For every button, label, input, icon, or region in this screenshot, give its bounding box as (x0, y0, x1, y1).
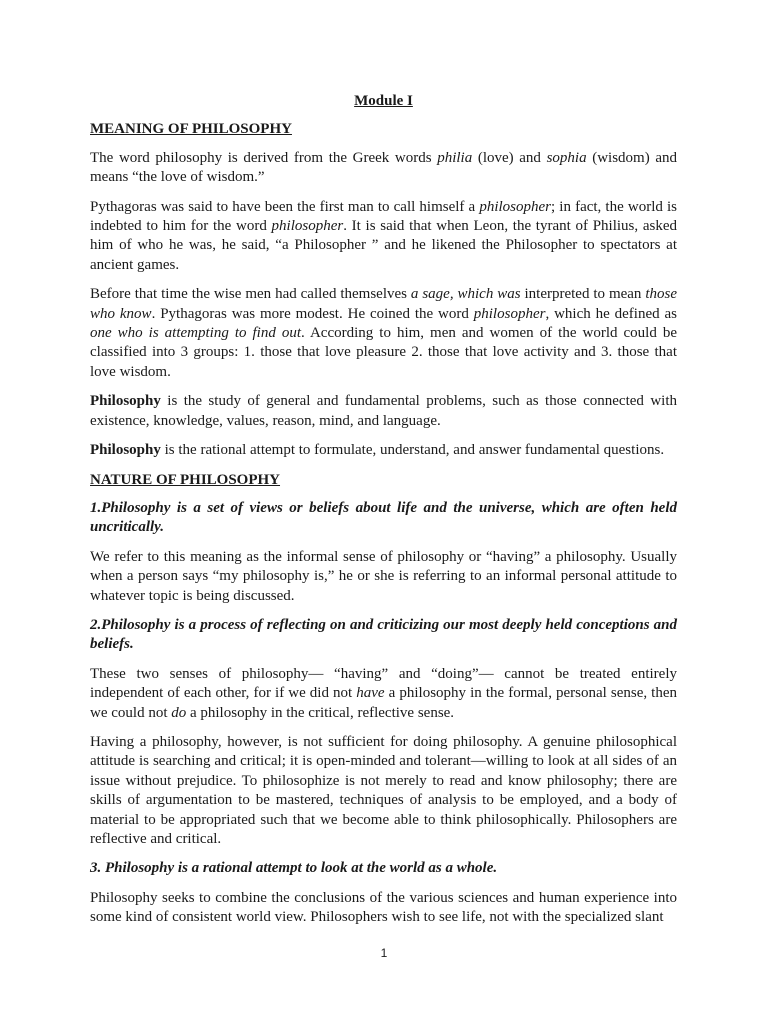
paragraph (90, 665, 677, 723)
text-run: (love) and (472, 149, 547, 166)
subheading: 3. Philosophy is a rational attempt to look at the world as a whole. (90, 860, 498, 877)
text-run: These two senses of philosophy— “having” and “doing”— cannot be treated entirely independent of each other, for if we did not (90, 665, 677, 702)
text-run: a philosophy in the formal, personal sense, then we could not (90, 685, 678, 721)
italic-term: philosopher (479, 198, 551, 215)
italic-term: philosopher (271, 218, 344, 235)
text-run: is the rational attempt to formulate, understand, and answer fundamental questions. (160, 442, 665, 459)
definition-paragraph (90, 392, 677, 431)
italic-term: sophia (546, 149, 587, 166)
text-run: interpreted to mean (520, 286, 646, 303)
bold-term: Philosophy (90, 442, 161, 459)
italic-term: philosopher (473, 305, 546, 322)
text-run: a philosophy in the critical, reflective sense. (186, 704, 455, 721)
definition-paragraph (90, 441, 677, 460)
text-run: . Pythagoras was more modest. He coined the word (151, 305, 474, 322)
paragraph (90, 548, 677, 606)
nature-heading: NATURE OF PHILOSOPHY (90, 471, 281, 488)
paragraph (90, 889, 677, 928)
italic-term: do (171, 704, 187, 721)
italic-term: one who is attempting to find out (90, 325, 302, 342)
text-run: , which he defined as (545, 305, 678, 322)
text-run: The word philosophy is derived from the Greek words (90, 149, 438, 166)
italic-term: have (356, 685, 385, 702)
subheading: 1.Philosophy is a set of views or beliefs about life and the universe, which are often held uncritically. (90, 499, 677, 536)
text-run: (wisdom) and means “the love of wisdom.” (90, 149, 677, 186)
text-run: . It is said that when Leon, the tyrant of Philius, asked him of who he was, he said, “a Philosopher ” and he likened the Philosopher to spectators at ancient games. (90, 218, 677, 273)
paragraph (90, 733, 677, 849)
text-run: Philosophy seeks to combine the conclusions of the various sciences and human experience into some kind of consistent world view. Philosophers wish to see life, not with the specialized slant (90, 889, 677, 926)
paragraph (90, 285, 677, 382)
text-run: Before that time the wise men had called themselves (90, 286, 411, 303)
italic-term: those who know (90, 286, 678, 322)
text-run: We refer to this meaning as the informal sense of philosophy or “having” a philosophy. Usually when a person says “my philosophy is,” he or she is referring to an informal personal attitude to whatever topic is being discussed. (90, 548, 677, 604)
module-title: Module I (354, 93, 413, 109)
subheading: 2.Philosophy is a process of reflecting on and criticizing our most deeply held conceptions and beliefs. (90, 616, 677, 653)
text-run: Pythagoras was said to have been the first man to call himself a (90, 198, 480, 215)
paragraph (90, 149, 677, 188)
italic-term: a sage, which was (410, 286, 521, 303)
paragraph (90, 198, 677, 276)
text-run: ; in fact, the world is indebted to him for the word (90, 198, 678, 235)
text-run: Having a philosophy, however, is not sufficient for doing philosophy. A genuine philosophical attitude is searching and critical; it is open-minded and tolerant—willing to look at all sides of an issue without prejudice. To philosophize is not merely to read and know philosophy; there are skills of argumentation to be mastered, techniques of analysis to be employed, and a body of material to be appropriated such that we become able to think philosophically. Philosophers are reflective and critical. (90, 733, 677, 847)
italic-term: philia (437, 149, 473, 166)
bold-term: Philosophy (90, 393, 161, 410)
meaning-heading: MEANING OF PHILOSOPHY (90, 121, 292, 138)
text-run: . According to him, men and women of the world could be classified into 3 groups: 1. those that love pleasure 2. those that love activity and 3. those that love wisdom. (90, 325, 677, 380)
text-run: is the study of general and fundamental problems, such as those connected with existence, knowledge, values, reason, mind, and language. (90, 393, 677, 429)
page-content (90, 92, 677, 938)
page-number: 1 (380, 946, 388, 960)
